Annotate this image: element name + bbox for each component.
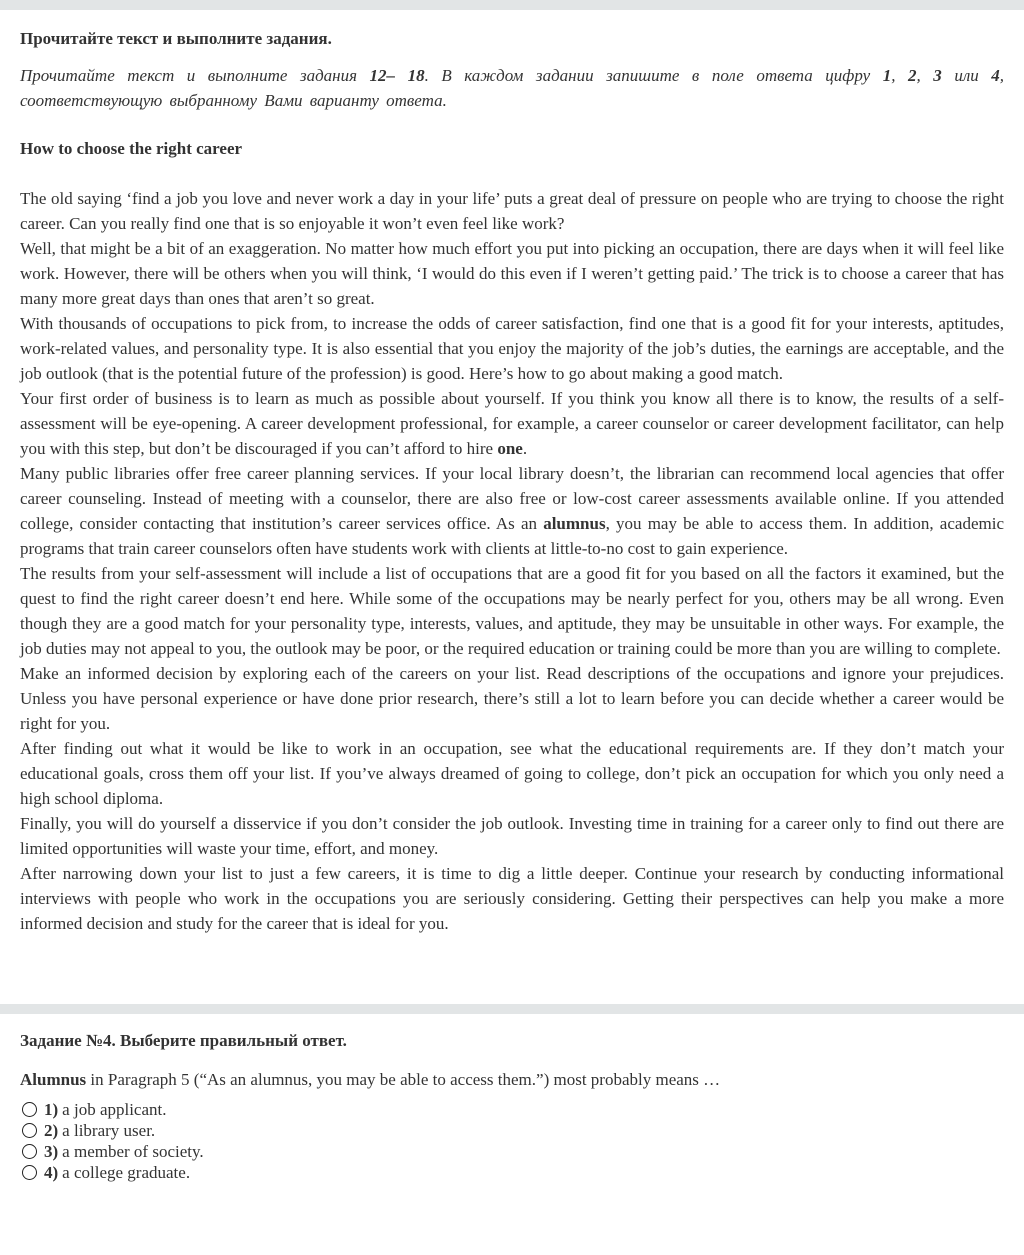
instructions-part: , соответствующую выбранному Вами варианту ответа.: [20, 66, 1005, 110]
article-paragraph-7: Make an informed decision by exploring each of the careers on your list. Read descriptions of the occupations and ignore your prejudices. Unless you have personal experience or have done prior research, there’s still a lot to learn before you can decide whether a career would be right for you.: [20, 664, 1004, 733]
highlighted-word-one: one: [497, 439, 523, 458]
task-range: 12– 18: [369, 66, 425, 85]
article-paragraph-1: The old saying ‘find a job you love and never work a day in your life’ puts a great deal of pressure on people who are trying to choose the right career. Can you really find one that is so enjoyable it won’t even feel like work?: [20, 189, 1004, 233]
highlighted-word-alumnus: alumnus: [543, 514, 606, 533]
instructions-text: [20, 63, 1004, 113]
option-number: 1): [44, 1100, 59, 1119]
article-body: [20, 186, 1004, 936]
answer-option-1[interactable]: [20, 1099, 1004, 1120]
option-number: 2): [44, 1121, 59, 1140]
option-number: 3): [44, 1142, 59, 1161]
article-paragraph-2: Well, that might be a bit of an exaggeration. No matter how much effort you put into picking an occupation, there are days when it will feel like work. However, there will be others when you will think, ‘I would do this even if I weren’t getting paid.’ The trick is to choose a career that has many more great days than ones that aren’t so great.: [20, 239, 1004, 308]
answer-options: [20, 1099, 1004, 1183]
paragraph-text: Your first order of business is to learn as much as possible about yourself. If you think you know all there is to know, the results of a self-assessment will be eye-opening. A career development professional, for example, a career counselor or career development facilitator, can help you with this step, but don’t be discouraged if you can’t afford to hire: [20, 389, 1004, 458]
answer-option-4[interactable]: [20, 1162, 1004, 1183]
question-keyword: Alumnus: [20, 1070, 87, 1089]
article-paragraph-3: With thousands of occupations to pick from, to increase the odds of career satisfaction, find one that is a good fit for your interests, aptitudes, work-related values, and personality type. It is also essential that you enjoy the majority of the job’s duties, the earnings are acceptable, and the job outlook (that is the potential future of the profession) is good. Here’s how to go about making a good match.: [20, 314, 1004, 383]
question-text: [20, 1069, 1004, 1091]
option-label: a member of society.: [62, 1142, 204, 1161]
section-separator: [0, 1004, 1024, 1014]
radio-button-3[interactable]: [22, 1144, 37, 1159]
section-heading: Прочитайте текст и выполните задания.: [20, 29, 332, 48]
radio-button-4[interactable]: [22, 1165, 37, 1180]
paragraph-text: .: [522, 439, 528, 458]
article-paragraph-4: [20, 386, 1004, 461]
digit-3: 3: [933, 66, 942, 85]
paragraph-text: , you may be able to access them. In addition, academic programs that train career counselors often have students work with clients at little-to-no cost to gain experience.: [20, 514, 1004, 558]
paragraph-text: Many public libraries offer free career planning services. If your local library doesn’t, the librarian can recommend local agencies that offer career counseling. Instead of meeting with a counselor, there are also free or low-cost career assessments available online. If you attended college, consider contacting that institution’s career services office. As an: [20, 464, 1004, 533]
option-number: 4): [44, 1163, 59, 1182]
digit-2: 2: [908, 66, 917, 85]
task-title: Задание №4. Выберите правильный ответ.: [20, 1031, 347, 1050]
instructions-part: Прочитайте текст и выполните задания: [20, 66, 370, 85]
reading-card: [0, 10, 1024, 936]
article-paragraph-9: Finally, you will do yourself a disservice if you don’t consider the job outlook. Investing time in training for a career only to find out there are limited opportunities will waste your time, effort, and money.: [20, 814, 1004, 858]
task-section: [0, 1014, 1024, 1183]
digit-1: 1: [882, 66, 892, 85]
answer-option-2[interactable]: [20, 1120, 1004, 1141]
article-title: How to choose the right career: [20, 139, 243, 158]
radio-button-1[interactable]: [22, 1102, 37, 1117]
article-paragraph-5: [20, 461, 1004, 561]
question-rest: in Paragraph 5 (“As an alumnus, you may be able to access them.”) most probably means …: [86, 1070, 721, 1089]
digit-4: 4: [991, 66, 1000, 85]
radio-button-2[interactable]: [22, 1123, 37, 1138]
separator-text: ,: [891, 66, 909, 85]
instructions-part: . В каждом задании запишите в поле ответа цифру: [424, 66, 883, 85]
option-label: a library user.: [62, 1121, 156, 1140]
separator-text: или: [941, 66, 992, 85]
top-band: [0, 0, 1024, 10]
option-label: a college graduate.: [62, 1163, 191, 1182]
separator-text: ,: [916, 66, 934, 85]
article-paragraph-10: After narrowing down your list to just a few careers, it is time to dig a little deeper. Continue your research by conducting informational interviews with people who work in the occupations you are seriously considering. Getting their perspectives can help you make a more informed decision and study for the career that is ideal for you.: [20, 864, 1004, 933]
option-label: a job applicant.: [62, 1100, 167, 1119]
article-paragraph-8: After finding out what it would be like to work in an occupation, see what the educational requirements are. If they don’t match your educational goals, cross them off your list. If you’ve always dreamed of going to college, don’t pick an occupation for which you only need a high school diploma.: [20, 739, 1004, 808]
answer-option-3[interactable]: [20, 1141, 1004, 1162]
article-paragraph-6: The results from your self-assessment will include a list of occupations that are a good fit for you based on all the factors it examined, but the quest to find the right career doesn’t end here. While some of the occupations may be nearly perfect for you, others may be all wrong. Even though they are a good match for your personality type, interests, values, and aptitude, they may be unsuitable in other ways. For example, the job duties may not appeal to you, the outlook may be poor, or the required education or training could be more than you are willing to complete.: [20, 564, 1004, 658]
